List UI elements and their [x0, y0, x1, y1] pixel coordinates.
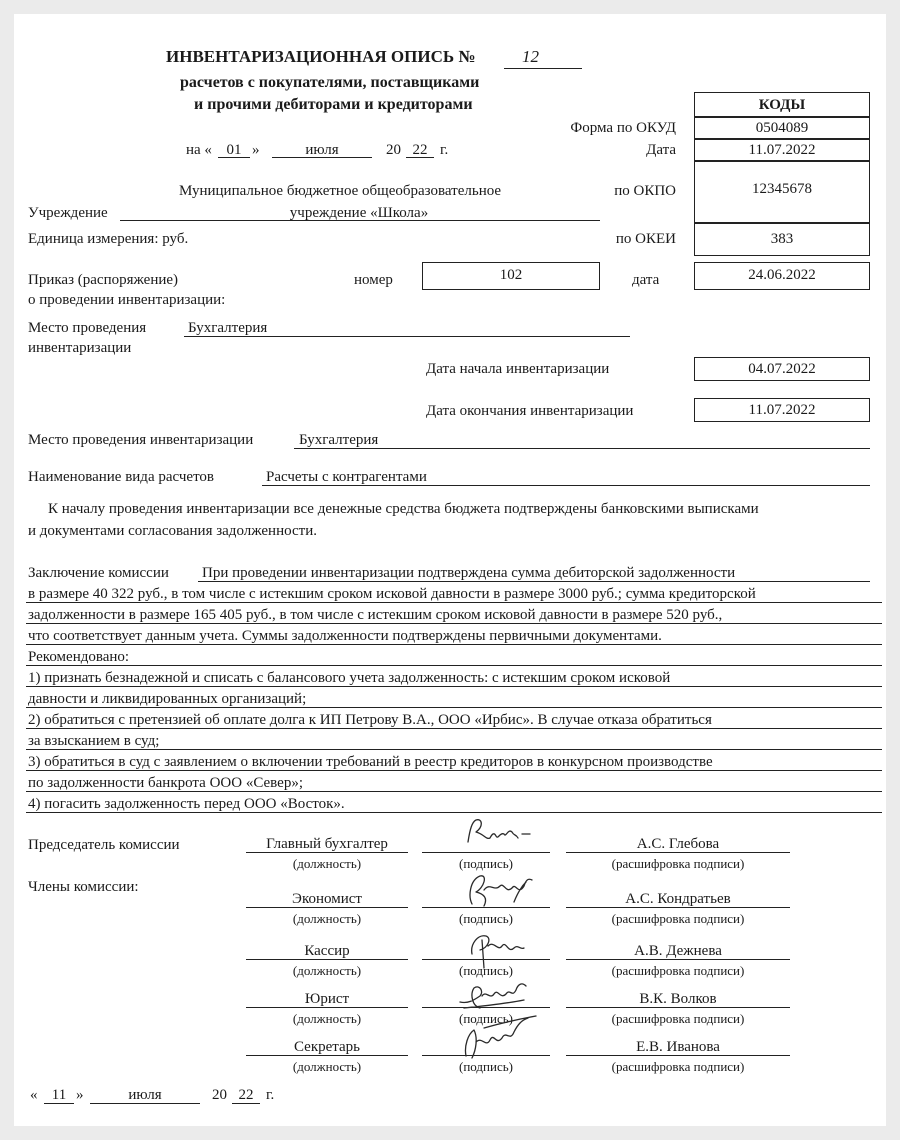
form-subtitle-line2: и прочими дебиторами и кредиторами: [194, 96, 473, 113]
conclusion-line: 3) обратиться в суд с заявлением о включении требований в реестр кредиторов в конкурсном производстве: [28, 754, 713, 770]
signer-name: А.С. Кондратьев: [625, 891, 731, 907]
codes-date-label: Дата: [646, 142, 676, 158]
conclusion-underline: [26, 665, 882, 666]
handwritten-signature: [454, 868, 544, 916]
place2-underline: [294, 448, 870, 449]
conclusion-first-underline: [198, 581, 870, 582]
form-number: 12: [522, 47, 539, 66]
order-number-label: номер: [354, 272, 393, 288]
handwritten-signature: [460, 814, 540, 854]
conclusion-line: 4) погасить задолженность перед ООО «Восток».: [28, 796, 345, 812]
conclusion-underline: [26, 728, 882, 729]
position-underline: [246, 959, 408, 960]
conclusion-first-line: При проведении инвентаризации подтверждена сумма дебиторской задолженности: [202, 565, 736, 581]
okud-label: Форма по ОКУД: [570, 120, 676, 136]
signer-position: Кассир: [304, 943, 350, 959]
order-date: 24.06.2022: [694, 262, 870, 290]
position-underline: [246, 852, 408, 853]
institution-underline: [120, 220, 600, 221]
end-date-label: Дата окончания инвентаризации: [426, 403, 634, 419]
end-date: 11.07.2022: [694, 398, 870, 422]
caption-signature: (подпись): [459, 963, 513, 978]
signer-name: Е.В. Иванова: [636, 1039, 720, 1055]
form-subtitle-line1: расчетов с покупателями, поставщиками: [180, 74, 480, 91]
order-label-line2: о проведении инвентаризации:: [28, 292, 226, 308]
codes-date: 11.07.2022: [694, 138, 870, 162]
caption-position: (должность): [292, 911, 362, 926]
conclusion-underline: [26, 707, 882, 708]
footer-date-suffix: г.: [266, 1087, 275, 1103]
caption-position: (должность): [292, 1059, 362, 1074]
signer-position: Экономист: [292, 891, 362, 907]
intro-line1: К началу проведения инвентаризации все денежные средства бюджета подтверждены банковскими выписками: [48, 501, 759, 517]
signer-name: А.С. Глебова: [636, 836, 720, 852]
conclusion-line: 1) признать безнадежной и списать с балансового учета задолженность: с истекшим сроком исковой: [28, 670, 671, 686]
caption-signature: (подпись): [459, 856, 513, 871]
conclusion-line: за взысканием в суд;: [28, 733, 160, 749]
signer-position: Юрист: [304, 991, 350, 1007]
institution-label: Учреждение: [28, 205, 108, 221]
conclusion-underline: [26, 812, 882, 813]
chair-label: Председатель комиссии: [28, 837, 180, 853]
members-label: Члены комиссии:: [28, 879, 139, 895]
inventory-form-sheet: [14, 14, 886, 1126]
institution-name-line2: учреждение «Школа»: [289, 205, 429, 221]
conclusion-underline: [26, 791, 882, 792]
date-prefix: на «: [186, 142, 212, 158]
caption-position: (должность): [292, 963, 362, 978]
caption-signature: (подпись): [459, 1059, 513, 1074]
name-underline: [566, 959, 790, 960]
place-label-line2: инвентаризации: [28, 340, 132, 356]
footer-day-underline: [44, 1103, 74, 1104]
conclusion-line: 2) обратиться с претензией об оплате долга к ИП Петрову В.А., ООО «Ирбис». В случае отказа обратиться: [28, 712, 712, 728]
order-number: 102: [422, 262, 600, 290]
date-year-prefix: 20: [386, 142, 401, 158]
conclusion-underline: [26, 770, 882, 771]
place-value: Бухгалтерия: [188, 320, 268, 336]
place2-label: Место проведения инвентаризации: [28, 432, 254, 448]
okei-code: 383: [694, 222, 870, 256]
caption-name: (расшифровка подписи): [611, 963, 745, 978]
footer-date-day: 11: [51, 1087, 67, 1103]
conclusion-line: Рекомендовано:: [28, 649, 130, 665]
footer-date-month: июля: [128, 1087, 162, 1103]
conclusion-line: по задолженности банкрота ООО «Север»;: [28, 775, 303, 791]
footer-year: 22: [238, 1087, 254, 1103]
form-title: ИНВЕНТАРИЗАЦИОННАЯ ОПИСЬ №: [166, 47, 476, 66]
conclusion-underline: [26, 644, 882, 645]
date-year: 22: [412, 142, 428, 158]
calc-type-label: Наименование вида расчетов: [28, 469, 215, 485]
date-suffix: г.: [440, 142, 449, 158]
conclusion-line: в размере 40 322 руб., в том числе с истекшим сроком исковой давности в размере 3000 руб.; сумма кредиторской: [28, 586, 756, 602]
footer-year-underline: [232, 1103, 260, 1104]
name-underline: [566, 1055, 790, 1056]
handwritten-signature: [454, 1008, 544, 1064]
name-underline: [566, 907, 790, 908]
position-underline: [246, 907, 408, 908]
codes-heading: КОДЫ: [694, 92, 870, 118]
footer-year-prefix: 20: [212, 1087, 227, 1103]
calc-type-underline: [262, 485, 870, 486]
caption-signature: (подпись): [459, 911, 513, 926]
signer-position: Главный бухгалтер: [266, 836, 388, 852]
date-day: 01: [226, 142, 242, 158]
unit-label: Единица измерения: руб.: [28, 231, 189, 247]
signer-position: Секретарь: [293, 1039, 361, 1055]
start-date-label: Дата начала инвентаризации: [426, 361, 610, 377]
date-month-underline: [272, 157, 372, 158]
conclusion-underline: [26, 686, 882, 687]
conclusion-line: что соответствует данным учета. Суммы задолженности подтверждены первичными документами.: [28, 628, 662, 644]
institution-name-line1: Муниципальное бюджетное общеобразовательное: [179, 183, 502, 199]
okpo-code: 12345678: [694, 160, 870, 224]
caption-name: (расшифровка подписи): [611, 856, 745, 871]
name-underline: [566, 1007, 790, 1008]
conclusion-line: давности и ликвидированных организаций;: [28, 691, 307, 707]
intro-line2: и документами согласования задолженности.: [28, 523, 317, 539]
footer-month-underline: [90, 1103, 200, 1104]
conclusion-underline: [26, 602, 882, 603]
position-underline: [246, 1055, 408, 1056]
conclusion-underline: [26, 749, 882, 750]
position-underline: [246, 1007, 408, 1008]
order-label-line1: Приказ (распоряжение): [28, 272, 179, 288]
handwritten-signature: [462, 924, 532, 972]
conclusion-underline: [26, 623, 882, 624]
date-day-underline: [218, 157, 250, 158]
date-close: »: [252, 142, 260, 158]
caption-position: (должность): [292, 1011, 362, 1026]
okei-label: по ОКЕИ: [615, 231, 676, 247]
footer-date-close: »: [76, 1087, 84, 1103]
signer-name: А.В. Дежнева: [634, 943, 722, 959]
calc-type-value: Расчеты с контрагентами: [266, 469, 427, 485]
date-year-underline: [406, 157, 434, 158]
caption-name: (расшифровка подписи): [611, 911, 745, 926]
date-month: июля: [305, 142, 339, 158]
name-underline: [566, 852, 790, 853]
form-number-underline: [504, 68, 582, 69]
caption-signature: (подпись): [459, 1011, 513, 1026]
place2-value: Бухгалтерия: [299, 432, 379, 448]
signer-name: В.К. Волков: [639, 991, 717, 1007]
place-label-line1: Место проведения: [28, 320, 147, 336]
caption-position: (должность): [292, 856, 362, 871]
conclusion-label: Заключение комиссии: [28, 565, 169, 581]
conclusion-line: задолженности в размере 165 405 руб., в том числе с истекшим сроком исковой давности в размере 520 руб.,: [28, 607, 723, 623]
order-date-label: дата: [632, 272, 660, 288]
place-underline: [184, 336, 630, 337]
caption-name: (расшифровка подписи): [611, 1011, 745, 1026]
caption-name: (расшифровка подписи): [611, 1059, 745, 1074]
okpo-label: по ОКПО: [614, 183, 676, 199]
footer-date-open: «: [30, 1087, 38, 1103]
okud-code: 0504089: [694, 116, 870, 140]
start-date: 04.07.2022: [694, 357, 870, 381]
